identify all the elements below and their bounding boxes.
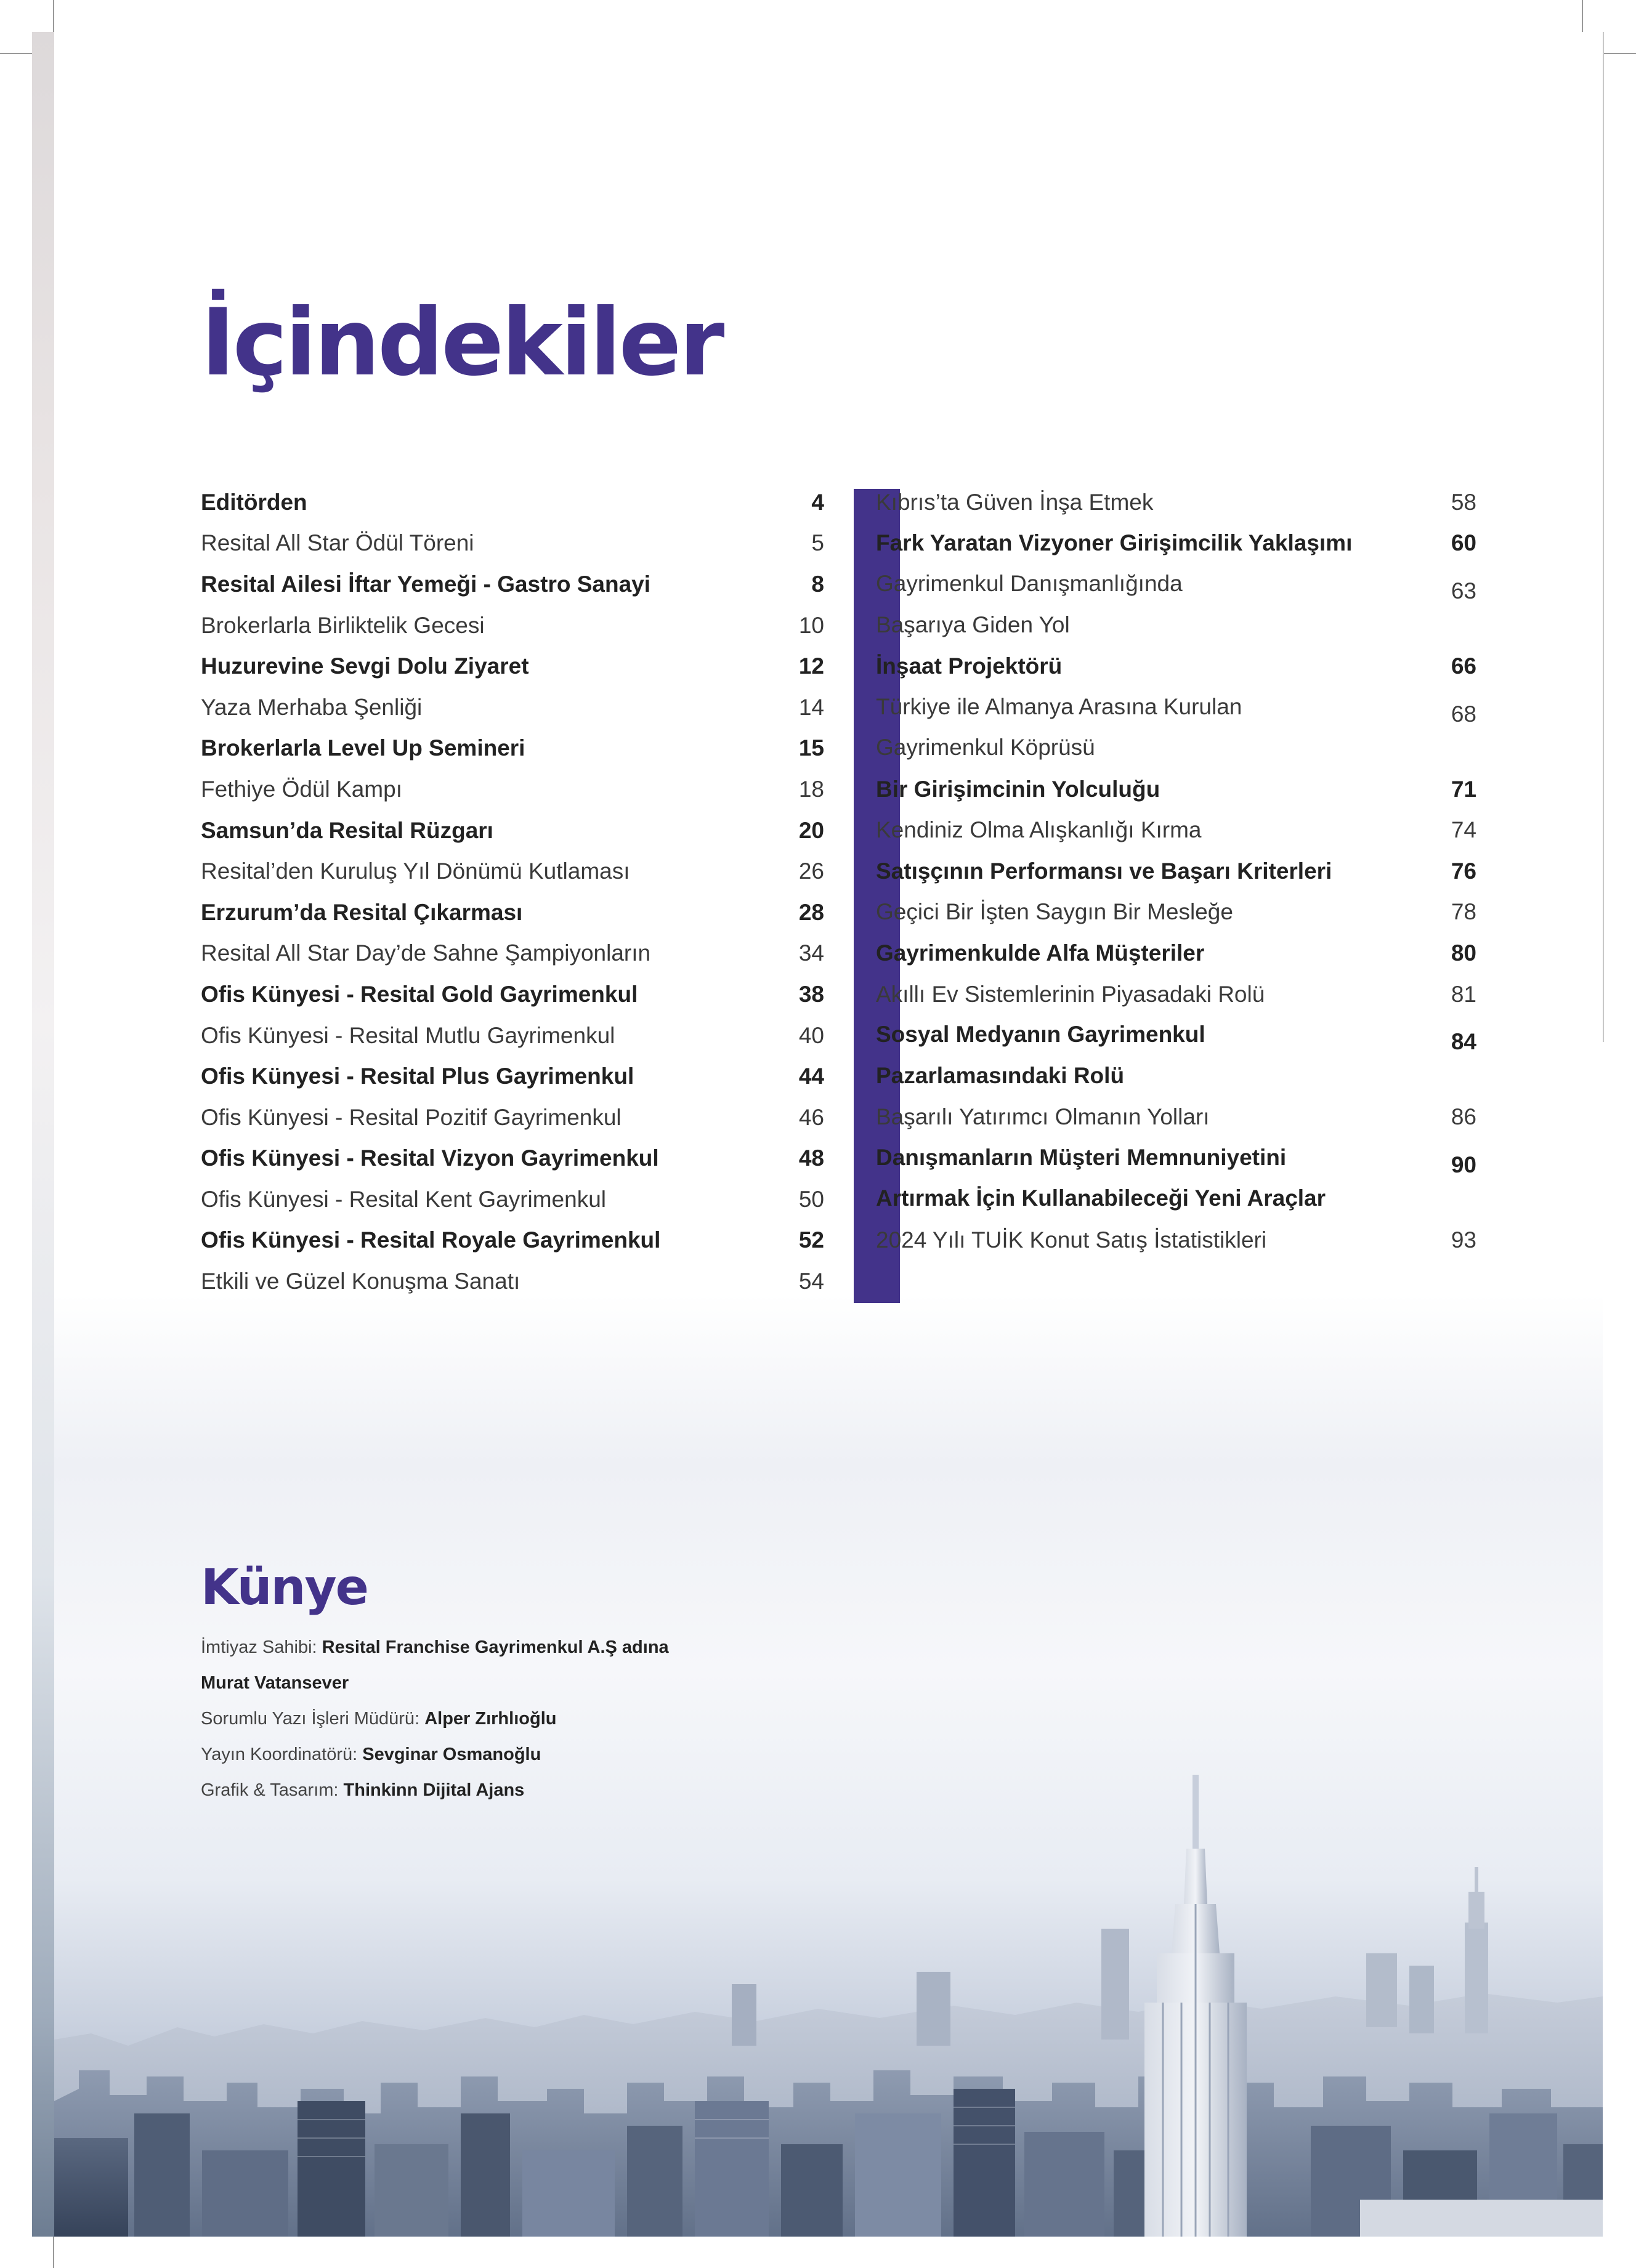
- toc-entry-title: [201, 655, 529, 677]
- toc-entry-page-number: 12: [798, 653, 824, 679]
- toc-entry[interactable]: [876, 974, 1476, 1015]
- toc-entry[interactable]: [201, 850, 824, 892]
- toc-entry[interactable]: [201, 523, 824, 564]
- toc-entry-page-number: 40: [798, 1022, 824, 1048]
- toc-entry[interactable]: [201, 1261, 824, 1302]
- toc-entry[interactable]: [201, 1179, 824, 1220]
- toc-entry-page-number: 90: [1451, 1152, 1476, 1177]
- toc-entry-page-number: 10: [798, 612, 824, 638]
- toc-entry-page-number: 76: [1451, 858, 1476, 884]
- toc-entry-page-number: 26: [798, 858, 824, 884]
- toc-entry-page-number: 34: [798, 940, 824, 966]
- toc-entry-title-line: Etkili ve Güzel Konuşma Sanatı: [201, 1269, 520, 1294]
- page-title: İçindekiler: [201, 289, 723, 397]
- toc-entry-title-line: Ofis Künyesi - Resital Plus Gayrimenkul: [201, 1063, 634, 1089]
- toc-entry[interactable]: [201, 933, 824, 974]
- toc-entry-page-number: 50: [798, 1186, 824, 1212]
- toc-entry-title-line: Samsun’da Resital Rüzgarı: [201, 817, 493, 843]
- toc-entry-title-line: Ofis Künyesi - Resital Mutlu Gayrimenkul: [201, 1022, 615, 1048]
- toc-entry-page-number: 63: [1451, 578, 1476, 604]
- toc-entry-title: [201, 1229, 660, 1251]
- crop-mark-top-left-v: [53, 0, 54, 32]
- toc-entry[interactable]: [876, 1096, 1476, 1137]
- toc-entry-page-number: 18: [798, 776, 824, 802]
- toc-entry-title: [876, 1014, 1205, 1096]
- page: [54, 32, 1603, 2237]
- toc-entry-page-number: 84: [1451, 1029, 1476, 1055]
- toc-entry[interactable]: [876, 1014, 1476, 1096]
- toc-entry-title: [876, 687, 1242, 769]
- toc-entry-title-line: Fark Yaratan Vizyoner Girişimcilik Yaklaşımı: [876, 530, 1353, 556]
- toc-entry-title: [201, 1188, 606, 1211]
- toc-entry-page-number: 44: [798, 1063, 824, 1089]
- toc-entry-title: [876, 900, 1233, 923]
- toc-entry[interactable]: [201, 605, 824, 646]
- toc-entry[interactable]: [201, 810, 824, 851]
- toc-entry[interactable]: [201, 563, 824, 605]
- toc-entry[interactable]: [201, 1097, 824, 1138]
- toc-entry-title: [876, 563, 1183, 645]
- toc-entry-page-number: 38: [798, 981, 824, 1007]
- toc-entry-title: [876, 860, 1332, 882]
- toc-left-column: [201, 482, 824, 1302]
- toc-entry-title-line: İnşaat Projektörü: [876, 653, 1063, 679]
- toc-entry-title-line: Akıllı Ev Sistemlerinin Piyasadaki Rolü: [876, 981, 1265, 1007]
- toc-entry-title-line: Bir Girişimcinin Yolculuğu: [876, 776, 1160, 802]
- toc-entry[interactable]: [876, 645, 1476, 687]
- toc-entry-title: [201, 531, 474, 554]
- kunye-owner-name: Murat Vatansever: [201, 1673, 349, 1693]
- toc-entry-title-line: Gayrimenkulde Alfa Müşteriler: [876, 940, 1205, 966]
- toc-entry-page-number: 58: [1451, 489, 1476, 515]
- toc-entry-title-line: Yaza Merhaba Şenliği: [201, 694, 423, 720]
- toc-entry[interactable]: [201, 1138, 824, 1179]
- toc-entry-page-number: 71: [1451, 776, 1476, 802]
- toc-entry-page-number: 54: [798, 1269, 824, 1294]
- toc-entry-title: [876, 1105, 1210, 1128]
- toc-entry-title-line: Gayrimenkul Danışmanlığında: [876, 571, 1183, 597]
- kunye-editor: Sorumlu Yazı İşleri Müdürü: Alper Zırhlıoğlu: [201, 1709, 557, 1729]
- toc-entry-title: [201, 736, 525, 759]
- toc-entry-title-line: Editörden: [201, 489, 307, 515]
- kunye-section: [201, 1559, 669, 1808]
- toc-entry[interactable]: [201, 728, 824, 769]
- toc-entry-page-number: 52: [798, 1227, 824, 1253]
- toc-entry-title-line: Kendiniz Olma Alışkanlığı Kırma: [876, 817, 1202, 843]
- toc-entry[interactable]: [876, 563, 1476, 645]
- toc-entry-title-line: Huzurevine Sevgi Dolu Ziyaret: [201, 653, 529, 679]
- toc-entry-title-line: Başarıya Giden Yol: [876, 611, 1070, 637]
- toc-entry-page-number: 20: [798, 817, 824, 843]
- toc-entry-title: [876, 1229, 1266, 1251]
- toc-entry-title-line: Ofis Künyesi - Resital Vizyon Gayrimenkul: [201, 1145, 659, 1171]
- toc-entry-page-number: 8: [811, 571, 824, 597]
- crop-mark-top-left-h: [0, 53, 32, 54]
- toc-entry-title: [201, 860, 630, 882]
- toc-entry-title: [201, 1106, 622, 1129]
- toc-entry-page-number: 15: [798, 735, 824, 761]
- toc-entry-page-number: 48: [798, 1145, 824, 1171]
- toc-entry[interactable]: [201, 1220, 824, 1261]
- toc-entry-title: [876, 778, 1160, 801]
- toc-entry-page-number: 86: [1451, 1104, 1476, 1130]
- toc-entry-title-line: 2024 Yılı TUİK Konut Satış İstatistikleri: [876, 1227, 1267, 1253]
- toc-entry-title-line: Ofis Künyesi - Resital Kent Gayrimenkul: [201, 1186, 607, 1212]
- crop-mark-bottom-left-v: [53, 2237, 54, 2268]
- toc-entry-title-line: Ofis Künyesi - Resital Royale Gayrimenkul: [201, 1227, 661, 1253]
- toc-entry-title: [201, 901, 522, 924]
- frame-right-line: [1603, 32, 1604, 1042]
- toc-entry-page-number: 80: [1451, 940, 1476, 966]
- toc-entry-title: [201, 778, 402, 801]
- toc-entry-title-line: Pazarlamasındaki Rolü: [876, 1062, 1125, 1088]
- toc-entry-title: [201, 491, 307, 514]
- toc-entry[interactable]: [876, 769, 1476, 810]
- kunye-owner: İmtiyaz Sahibi: Resital Franchise Gayrimenkul A.Ş adına: [201, 1637, 669, 1657]
- toc-entry-title: [201, 1270, 520, 1293]
- toc-entry-title: [201, 819, 493, 842]
- toc-entry-title: [876, 531, 1352, 554]
- toc-entry-title: [876, 1137, 1326, 1219]
- toc-entry-title-line: Danışmanların Müşteri Memnuniyetini: [876, 1144, 1287, 1170]
- toc-entry-title-line: Resital All Star Day’de Sahne Şampiyonların: [201, 940, 651, 966]
- toc-entry-title: [201, 1024, 615, 1047]
- toc-entry-page-number: 81: [1451, 981, 1476, 1007]
- toc-entry-title: [201, 573, 650, 595]
- toc-entry-title: [201, 614, 485, 637]
- toc-entry[interactable]: [201, 645, 824, 687]
- toc-entry-page-number: 46: [798, 1104, 824, 1130]
- kunye-coordinator: Yayın Koordinatörü: Sevginar Osmanoğlu: [201, 1745, 541, 1764]
- toc-entry-title: [876, 942, 1204, 964]
- toc-entry-title: [201, 1065, 634, 1088]
- toc-entry-title-line: Brokerlarla Level Up Semineri: [201, 735, 525, 761]
- toc-entry-title-line: Resital Ailesi İftar Yemeği - Gastro Sanayi: [201, 571, 651, 597]
- kunye-title: Künye: [201, 1559, 368, 1616]
- toc-entry-title-line: Brokerlarla Birliktelik Gecesi: [201, 612, 485, 638]
- toc-entry-title-line: Geçici Bir İşten Saygın Bir Mesleğe: [876, 899, 1233, 925]
- toc-entry-title-line: Ofis Künyesi - Resital Pozitif Gayrimenkul: [201, 1104, 622, 1130]
- toc-entry[interactable]: [201, 1055, 824, 1097]
- toc-entry-title-line: Başarılı Yatırımcı Olmanın Yolları: [876, 1104, 1210, 1130]
- toc-entry-title: [876, 491, 1153, 514]
- toc-entry-page-number: 4: [811, 489, 824, 515]
- toc-entry-title: [201, 696, 422, 719]
- toc-entry[interactable]: [876, 523, 1476, 564]
- toc-entry-page-number: 68: [1451, 701, 1476, 727]
- toc-entry[interactable]: [876, 892, 1476, 933]
- toc-entry[interactable]: [876, 1137, 1476, 1219]
- toc-entry[interactable]: [201, 769, 824, 810]
- toc-entry-page-number: 60: [1451, 530, 1476, 556]
- toc-entry-title: [201, 1147, 659, 1169]
- toc-entry[interactable]: [876, 850, 1476, 892]
- toc-entry-title-line: Kıbrıs’ta Güven İnşa Etmek: [876, 489, 1154, 515]
- toc-entry-title: [876, 655, 1062, 677]
- toc-entry[interactable]: [876, 809, 1476, 850]
- toc-entry[interactable]: [876, 932, 1476, 974]
- toc-entry-page-number: 5: [811, 530, 824, 556]
- toc-entry-title: [201, 983, 638, 1006]
- toc-entry[interactable]: [201, 974, 824, 1015]
- toc-entry[interactable]: [201, 482, 824, 523]
- toc-entry-title: [201, 942, 650, 964]
- toc-entry-title-line: Resital’den Kuruluş Yıl Dönümü Kutlaması: [201, 858, 630, 884]
- toc-entry-title-line: Sosyal Medyanın Gayrimenkul: [876, 1022, 1205, 1047]
- toc-entry[interactable]: [876, 1219, 1476, 1261]
- kunye-design: Grafik & Tasarım: Thinkinn Dijital Ajans: [201, 1780, 525, 1800]
- toc-entry-title-line: Satışçının Performansı ve Başarı Kriterleri: [876, 858, 1332, 884]
- toc-right-column: [876, 482, 1476, 1261]
- toc-entry-page-number: 28: [798, 899, 824, 925]
- toc-entry[interactable]: [876, 482, 1476, 523]
- toc-entry-title-line: Erzurum’da Resital Çıkarması: [201, 899, 523, 925]
- toc-entry-title-line: Resital All Star Ödül Töreni: [201, 530, 474, 556]
- toc-entry[interactable]: [201, 1015, 824, 1056]
- crop-mark-top-right-v: [1582, 0, 1583, 32]
- toc-entry-title-line: Türkiye ile Almanya Arasına Kurulan: [876, 693, 1242, 719]
- toc-entry-page-number: 78: [1451, 899, 1476, 925]
- crop-mark-top-right-h: [1604, 53, 1636, 54]
- toc-entry-page-number: 93: [1451, 1227, 1476, 1253]
- toc-entry[interactable]: [201, 687, 824, 728]
- toc-entry-page-number: 14: [798, 694, 824, 720]
- toc-entry-page-number: 66: [1451, 653, 1476, 679]
- left-edge-strip: [32, 32, 54, 2237]
- toc-entry-title: [876, 818, 1202, 841]
- toc-entry[interactable]: [201, 892, 824, 933]
- toc-entry-title-line: Gayrimenkul Köprüsü: [876, 735, 1095, 761]
- toc-entry-page-number: 74: [1451, 817, 1476, 843]
- toc-entry[interactable]: [876, 687, 1476, 769]
- toc-entry-title: [876, 983, 1265, 1006]
- toc-entry-title-line: Fethiye Ödül Kampı: [201, 776, 402, 802]
- toc-entry-title-line: Ofis Künyesi - Resital Gold Gayrimenkul: [201, 981, 638, 1007]
- toc-entry-title-line: Artırmak İçin Kullanabileceği Yeni Araçlar: [876, 1185, 1326, 1211]
